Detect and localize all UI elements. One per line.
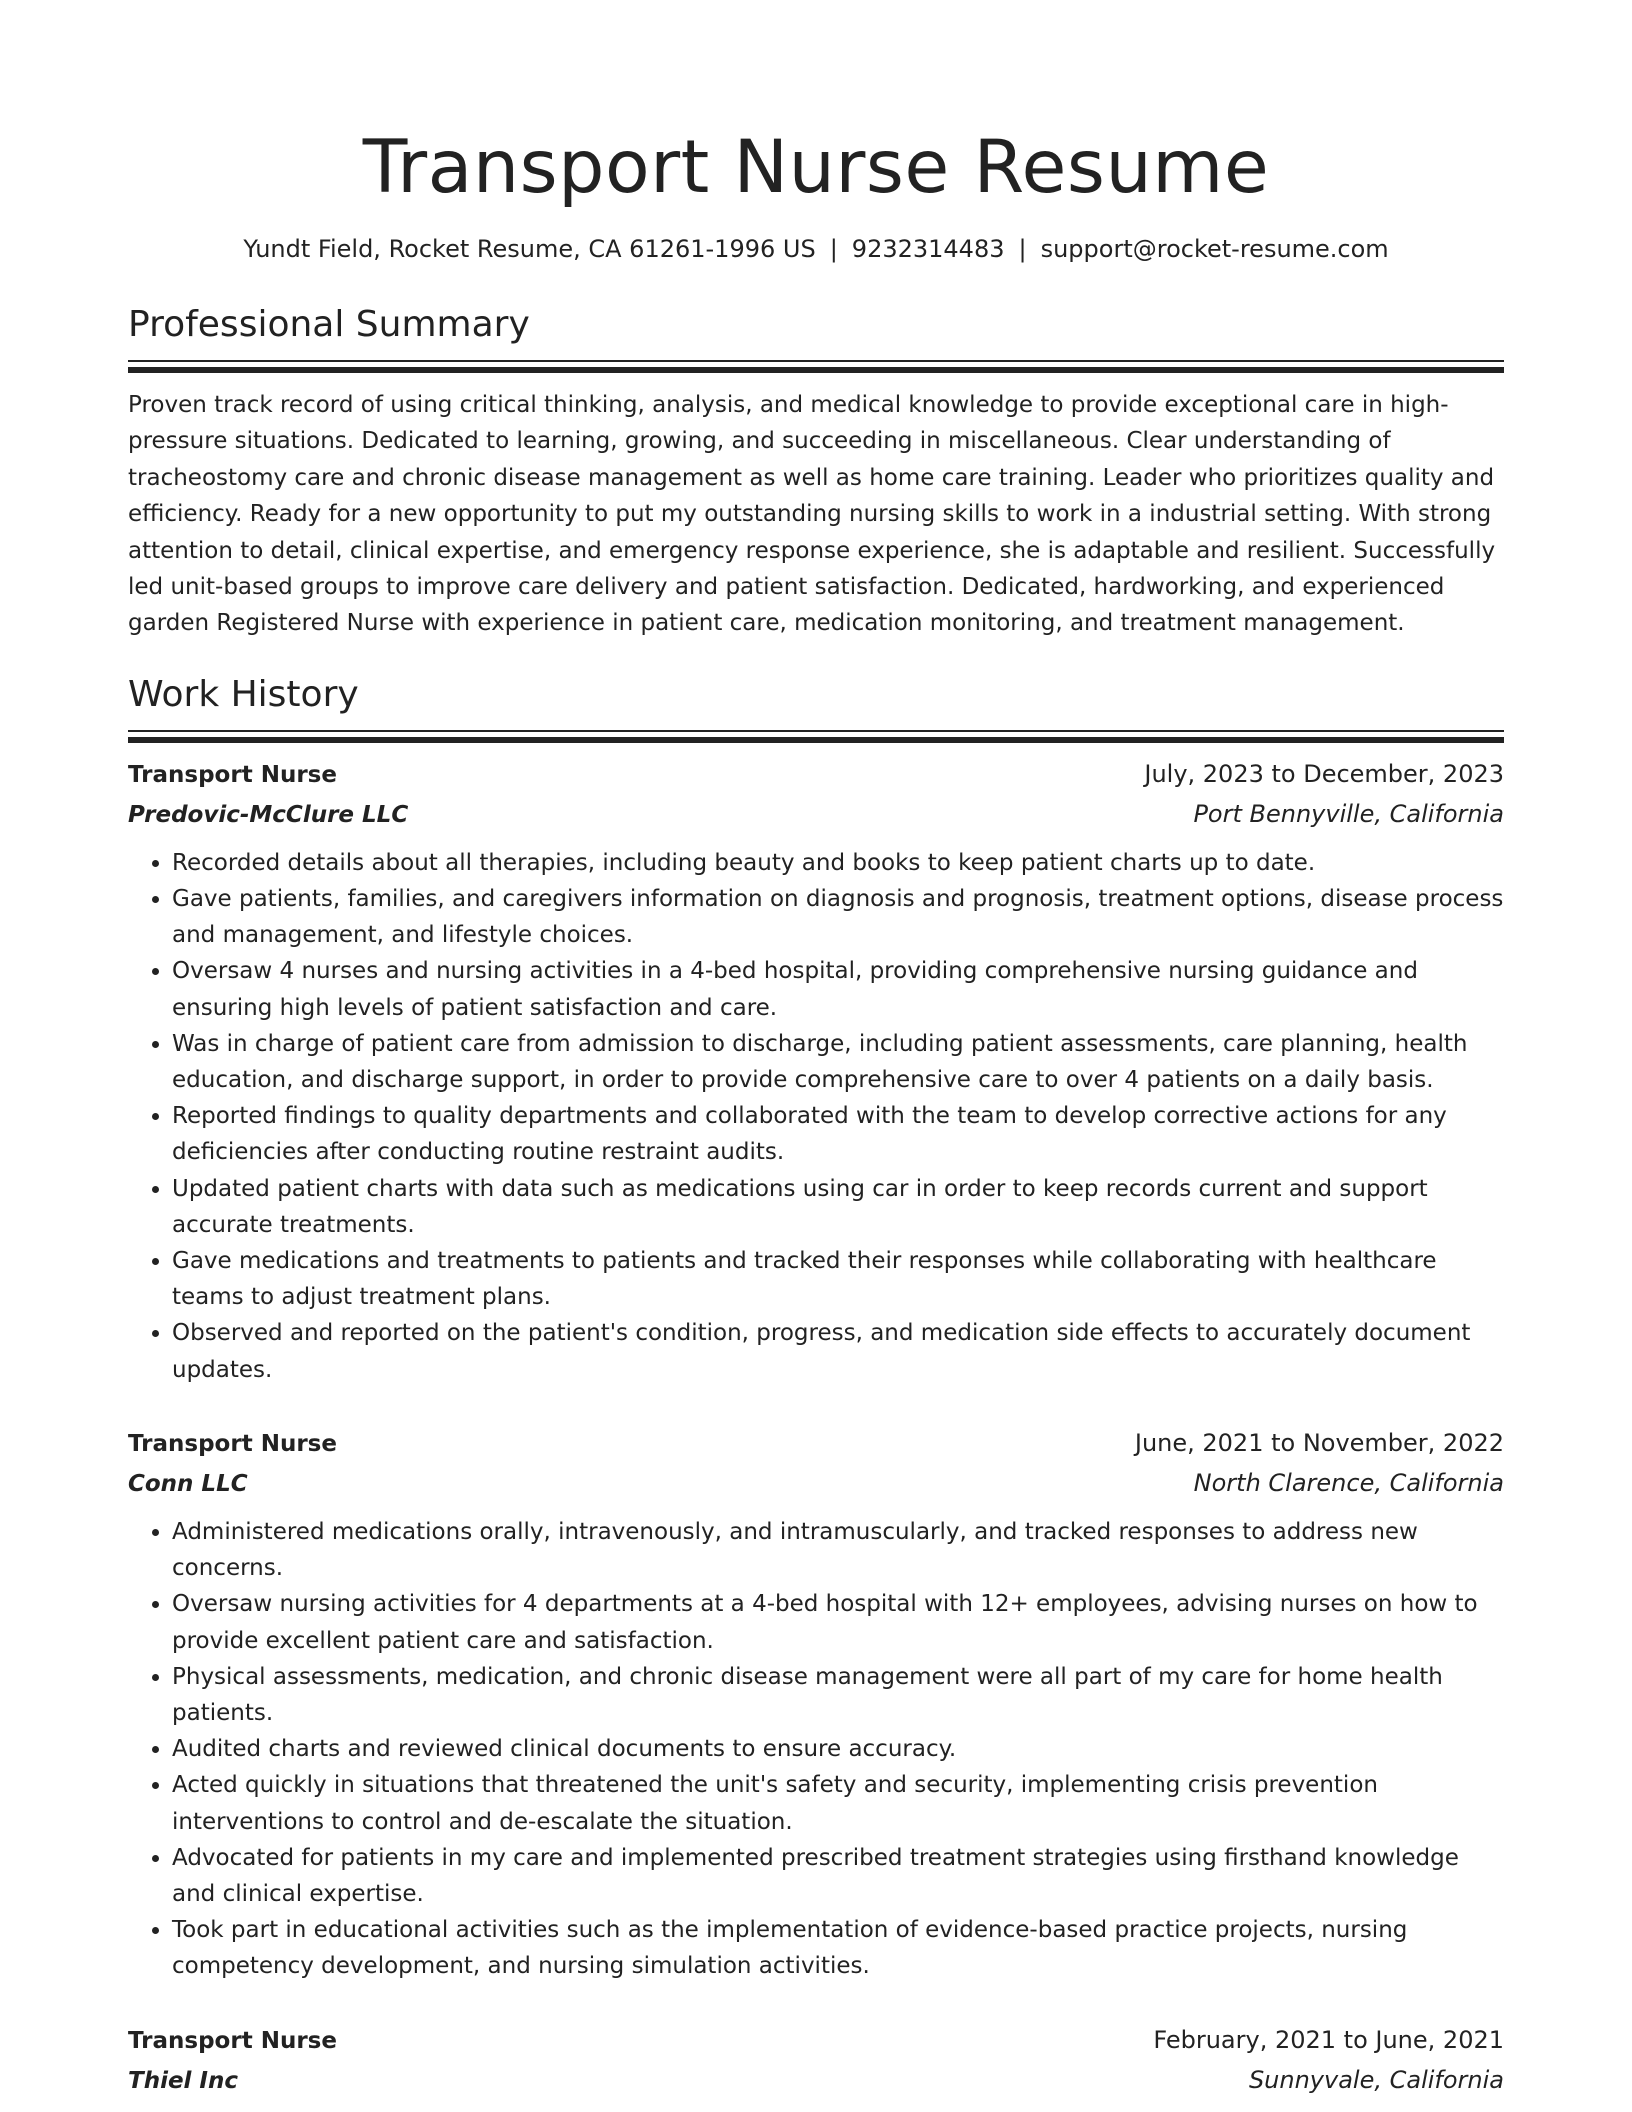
job-entry [128,2021,1504,2101]
job-bullet: • Physical assessments, medication, and chronic disease management were all part of my care for home health patients. [172,1659,1504,1731]
job-bullet: • Took part in educational activities such as the implementation of evidence-based practice projects, nursing competency development, and nursing simulation activities. [172,1912,1504,1984]
job-bullet: • Gave patients, families, and caregivers information on diagnosis and prognosis, treatment options, disease process and management, and lifestyle choices. [172,881,1504,953]
job-company-row [128,1464,1504,1504]
resume-page [128,0,1504,2101]
contact-line [128,232,1504,266]
job-bullet: • Acted quickly in situations that threatened the unit's safety and security, implementing crisis prevention interventions to control and de-escalate the situation. [172,1767,1504,1839]
section-divider-thick [128,737,1504,743]
contact-separator: | [1018,235,1027,263]
job-title-row [128,2021,1504,2061]
job-bullet: • Gave medications and treatments to patients and tracked their responses while collaborating with healthcare teams to adjust treatment plans. [172,1243,1504,1315]
job-title-row [128,1424,1504,1464]
job-bullet: • Updated patient charts with data such as medications using car in order to keep records current and support accurate treatments. [172,1171,1504,1243]
job-bullet: • Oversaw 4 nurses and nursing activities in a 4-bed hospital, providing comprehensive nursing guidance and ensuring high levels of patient satisfaction and care. [172,953,1504,1025]
job-dates: June, 2021 to November, 2022 [1134,1428,1504,1457]
summary-text: Proven track record of using critical thinking, analysis, and medical knowledge to provide exceptional care in high-pressure situations. Dedicated to learning, growing, and succeeding in miscellaneous. Clear understanding of tracheostomy care and chronic disease management as well as home care training. Leader who prioritizes quality and efficiency. Ready for a new opportunity to put my outstanding nursing skills to work in a industrial setting. With strong attention to detail, clinical expertise, and emergency response experience, she is adaptable and resilient. Successfully led unit-based groups to improve care delivery and patient satisfaction. Dedicated, hardworking, and experienced garden Registered Nurse with experience in patient care, medication monitoring, and treatment management. [128,392,1496,637]
job-company-row [128,795,1504,835]
contact-email: support@rocket-resume.com [1040,235,1389,263]
contact-phone: 9232314483 [851,235,1005,263]
job-entry [128,1424,1504,1985]
work-history-section [128,672,1504,2101]
job-bullet: • Advocated for patients in my care and implemented prescribed treatment strategies using firsthand knowledge and clinical expertise. [172,1840,1504,1912]
section-divider-thin [128,360,1504,362]
job-company-row [128,2061,1504,2101]
job-bullet: • Recorded details about all therapies, including beauty and books to keep patient charts up to date. [172,845,1504,881]
job-title: Transport Nurse [128,1430,337,1457]
job-bullet: • Oversaw nursing activities for 4 departments at a 4-bed hospital with 12+ employees, advising nurses on how to provide excellent patient care and satisfaction. [172,1586,1504,1658]
job-bullet-list [128,1514,1504,1985]
job-bullet: • Observed and reported on the patient's condition, progress, and medication side effects to accurately document updates. [172,1315,1504,1387]
job-bullet: • Was in charge of patient care from admission to discharge, including patient assessments, care planning, health education, and discharge support, in order to provide comprehensive care to over 4 patients on a daily basis. [172,1026,1504,1098]
job-location: Sunnyvale, California [1248,2065,1504,2094]
job-entry [128,755,1504,1388]
job-location: Port Bennyville, California [1193,799,1504,828]
job-company: Thiel Inc [128,2067,239,2094]
section-heading: Professional Summary [128,304,530,345]
contact-address: Yundt Field, Rocket Resume, CA 61261-1996 US [243,235,816,263]
job-dates: July, 2023 to December, 2023 [1144,759,1504,788]
job-bullet: • Audited charts and reviewed clinical documents to ensure accuracy. [172,1731,1504,1767]
section-divider-thick [128,367,1504,373]
section-heading: Work History [128,673,359,715]
job-bullet-list [128,845,1504,1388]
job-company: Conn LLC [128,1470,248,1497]
section-divider-thin [128,730,1504,732]
job-list [128,755,1504,2101]
job-bullet: • Reported findings to quality departments and collaborated with the team to develop corrective actions for any deficiencies after conducting routine restraint audits. [172,1098,1504,1170]
job-bullet: • Administered medications orally, intravenously, and intramuscularly, and tracked responses to address new concerns. [172,1514,1504,1586]
job-title-row [128,755,1504,795]
job-title: Transport Nurse [128,2027,337,2054]
job-title: Transport Nurse [128,761,337,788]
job-location: North Clarence, California [1193,1468,1504,1497]
contact-separator: | [829,235,838,263]
job-company: Predovic-McClure LLC [128,801,409,828]
page-title: Transport Nurse Resume [362,125,1270,210]
professional-summary-section [128,302,1504,642]
job-dates: February, 2021 to June, 2021 [1153,2025,1504,2054]
